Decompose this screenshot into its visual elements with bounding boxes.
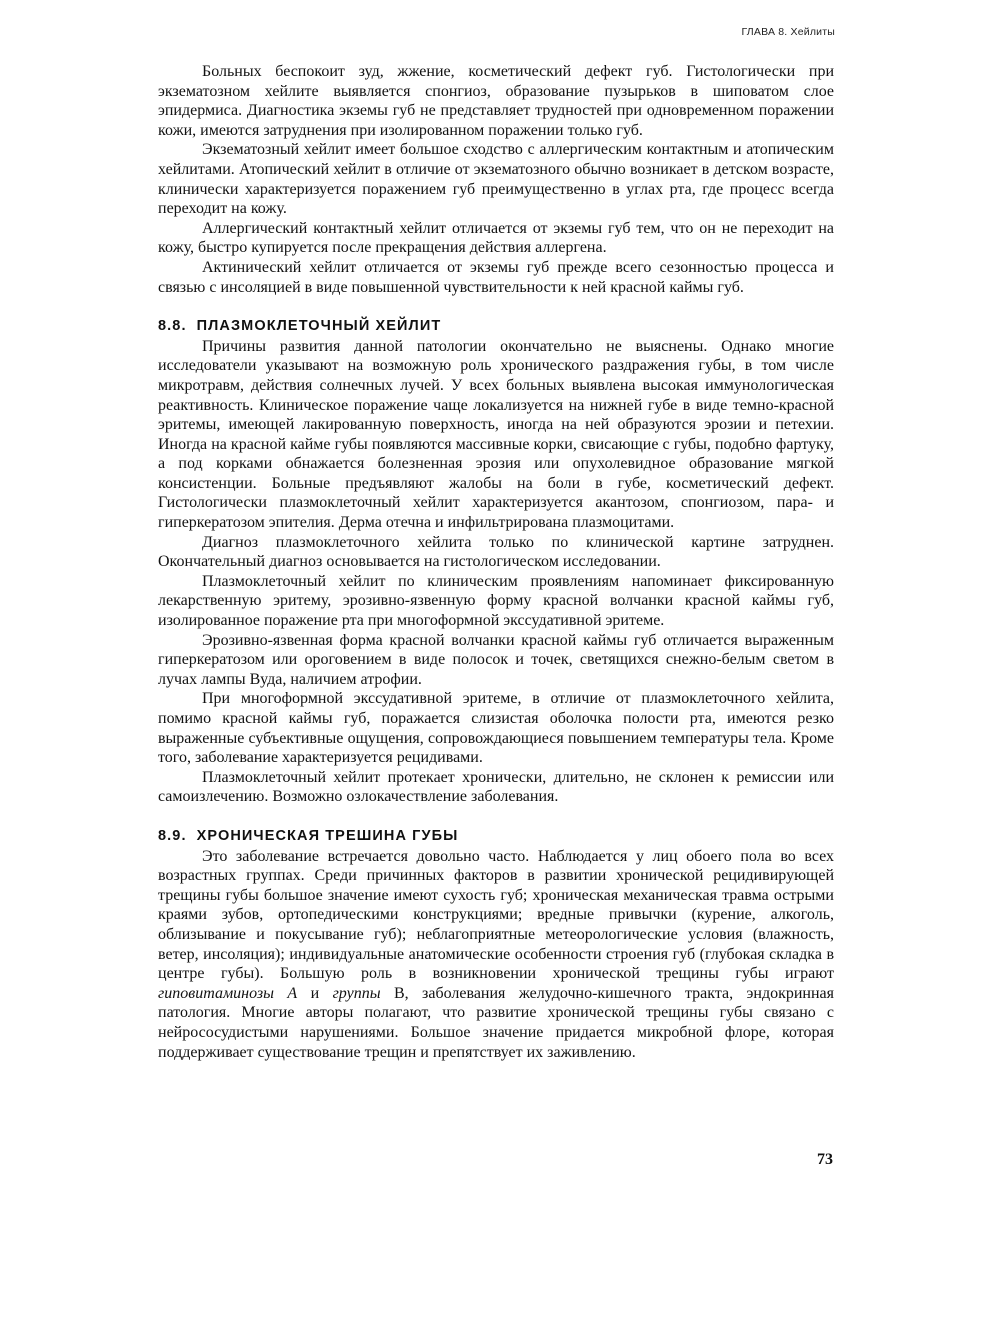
section-8-8-paragraph-1: Причины развития данной патологии окончательно не выяснены. Однако многие исследователи указывают на возможную роль хронического раздражения губы, в том числе микротравм, действия солнечных лучей. У всех больных выявлена высокая иммунологическая реактивность. Клиническое поражение чаще локализуется на нижней губе в виде темно-красной эритемы, имеющей лакированную поверхность, иногда на ней образуются эрозии и петехии. Иногда на красной кайме губы появляются массивные корки, свисающие с губы, подобно фартуку, а под корками обнажается болезненная эрозия или опухолевидное образование мягкой консистенции. Больные предъявляют жалобы на боли в губе, косметический дефект. Гистологически плазмоклеточный хейлит характеризуется акантозом, спонгиозом, пара- и гиперкератозом эпителия. Дерма отечна и инфильтрирована плазмоцитами. (158, 337, 834, 532)
section-8-9-paragraph-1 (158, 847, 834, 1063)
section-8-8-paragraph-2: Диагноз плазмоклеточного хейлита только по клинической картине затруднен. Окончательный диагноз основывается на гистологическом исследовании. (158, 533, 834, 571)
italic-term: гиповитаминозы А (158, 984, 298, 1002)
section-number: 8.9. (158, 827, 187, 844)
intro-paragraph-4: Актинический хейлит отличается от экземы губ прежде всего сезонностью процесса и связью с инсоляцией в виде повышенной чувствительности к ней красной каймы губ. (158, 258, 834, 296)
section-heading-8-9 (158, 827, 834, 847)
page-content (158, 62, 834, 1062)
intro-paragraph-3: Аллергический контактный хейлит отличается от экземы губ тем, что он не переходит на кожу, быстро купируется после прекращения действия аллергена. (158, 219, 834, 257)
text-run: В, заболевания желудочно-кишечного тракта, эндокринная патология. Многие авторы полагают, что развитие хронической трещины губы связано с нейрососудистыми нарушениями. Большое значение придается микробной флоре, которая поддерживает существование трещин и препятствует их заживлению. (158, 984, 835, 1061)
running-header: ГЛАВА 8. Хейлиты (741, 26, 835, 38)
intro-paragraph-1: Больных беспокоит зуд, жжение, косметический дефект губ. Гистологически при экзематозном хейлите выявляется спонгиоз, образование пузырьков в шиповатом слое эпидермиса. Диагностика экземы губ не представляет трудностей при одновременном поражении кожи, имеются затруднения при изолированном поражении только губ. (158, 63, 834, 139)
section-number: 8.8. (158, 318, 187, 335)
section-8-8-paragraph-5: При многоформной экссудативной эритеме, в отличие от плазмоклеточного хейлита, помимо красной каймы губ, поражается слизистая оболочка полости рта, имеются резко выраженные субъективные ощущения, сопровождающиеся повышением температуры тела. Кроме того, заболевание характеризуется рецидивами. (158, 690, 834, 767)
page-number: 73 (817, 1151, 833, 1168)
section-8-8-paragraph-6: Плазмоклеточный хейлит протекает хронически, длительно, не склонен к ремиссии или самоизлечению. Возможно озлокачествление заболевания. (158, 768, 834, 806)
text-run: Это заболевание встречается довольно часто. Наблюдается у лиц обоего пола во всех возрастных группах. Среди причинных факторов в развитии хронической рецидивирующей трещины губы большое значение имеют сухость губ; хроническая механическая травма острыми краями зубов, ортопедическими конструкциями; вредные привычки (курение, алкоголь, облизывание и покусывание губ); неблагоприятные метеорологические условия (влажность, ветер, инсоляция); индивидуальные анатомические особенности строения губ (глубокая складка в центре губы). Большую роль в возникновении хронической трещины губы играют (158, 847, 834, 983)
intro-paragraph-2: Экзематозный хейлит имеет большое сходство с аллергическим контактным и атопическим хейлитами. Атопический хейлит в отличие от экзематозного обычно возникает в детском возрасте, клинически характеризуется поражением губ преимущественно в углах рта, где процесс всегда переходит на кожу. (158, 141, 834, 218)
italic-term: группы (332, 984, 381, 1002)
section-8-8-paragraph-4: Эрозивно-язвенная форма красной волчанки красной каймы губ отличается выраженным гиперкератозом или ороговением в виде полосок и точек, светящихся снежно-белым светом в лучах лампы Вуда, наличием атрофии. (158, 631, 834, 688)
section-title: ХРОНИЧЕСКАЯ ТРЕШИНА ГУБЫ (196, 827, 459, 844)
section-8-8-paragraph-3: Плазмоклеточный хейлит по клиническим проявлениям напоминает фиксированную лекарственную эритему, эрозивно-язвенную форму красной волчанки красной каймы губ, изолированное поражение рта при многоформной экссудативной эритеме. (158, 572, 834, 630)
text-run: и (297, 984, 333, 1002)
section-heading-8-8 (158, 317, 834, 337)
section-title: ПЛАЗМОКЛЕТОЧНЫЙ ХЕЙЛИТ (196, 318, 442, 335)
